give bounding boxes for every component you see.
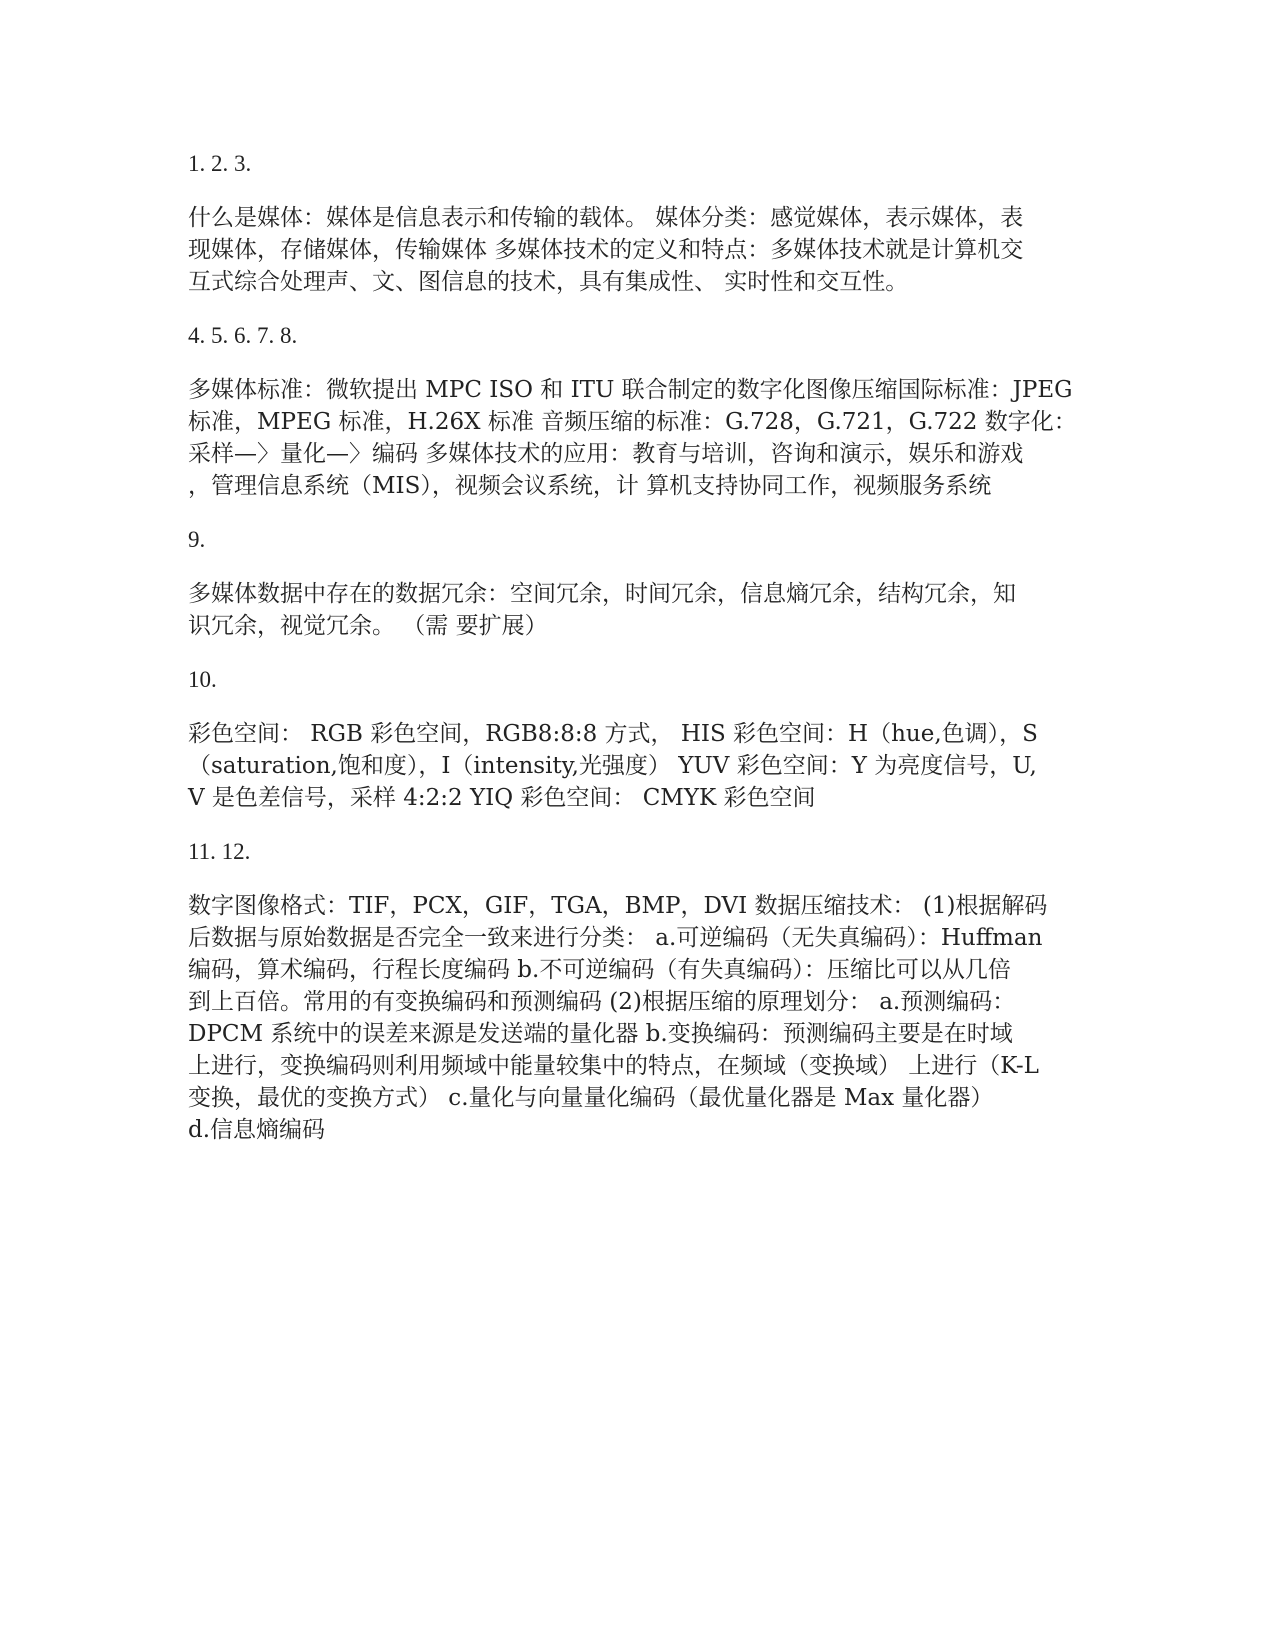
section-1-3-body	[188, 202, 1088, 298]
paragraph-line: 到上百倍。常用的有变换编码和预测编码 (2)根据压缩的原理划分： a.预测编码：	[188, 989, 1016, 1015]
section-9-body	[188, 578, 1088, 642]
paragraph-line: 上进行，变换编码则利用频域中能量较集中的特点，在频域（变换域） 上进行（K-L	[188, 1053, 1039, 1079]
section-1-3	[188, 148, 1088, 180]
paragraph-line: 多媒体标准：微软提出 MPC ISO 和 ITU 联合制定的数字化图像压缩国际标准：JPEG	[188, 377, 1073, 403]
paragraph-line: 变换，最优的变换方式） c.量化与向量量化编码（最优量化器是 Max 量化器）	[188, 1085, 994, 1111]
section-heading: 10.	[188, 667, 217, 692]
paragraph-line: 彩色空间： RGB 彩色空间，RGB8:8:8 方式， HIS 彩色空间：H（hue,色调），S	[188, 721, 1038, 747]
section-heading: 9.	[188, 527, 206, 552]
paragraph-line: 识冗余，视觉冗余。 （需 要扩展）	[188, 613, 548, 639]
section-10-body	[188, 718, 1088, 814]
paragraph-line: DPCM 系统中的误差来源是发送端的量化器 b.变换编码：预测编码主要是在时域	[188, 1021, 1013, 1047]
paragraph-line: d.信息熵编码	[188, 1117, 326, 1143]
section-heading: 11. 12.	[188, 839, 251, 864]
paragraph-line: 现媒体，存储媒体，传输媒体 多媒体技术的定义和特点：多媒体技术就是计算机交	[188, 237, 1024, 263]
section-10	[188, 664, 1088, 696]
paragraph-line: 后数据与原始数据是否完全一致来进行分类： a.可逆编码（无失真编码）：Huffman	[188, 925, 1043, 951]
section-11-12-body	[188, 890, 1088, 1146]
section-heading: 4. 5. 6. 7. 8.	[188, 323, 298, 348]
paragraph-line: 编码，算术编码，行程长度编码 b.不可逆编码（有失真编码）：压缩比可以从几倍	[188, 957, 1011, 983]
document-body	[188, 148, 1088, 1168]
paragraph-line: 互式综合处理声、文、图信息的技术，具有集成性、 实时性和交互性。	[188, 269, 909, 295]
section-heading: 1. 2. 3.	[188, 151, 252, 176]
paragraph-line: 什么是媒体：媒体是信息表示和传输的载体。 媒体分类：感觉媒体，表示媒体，表	[188, 205, 1024, 231]
paragraph-line: 多媒体数据中存在的数据冗余：空间冗余，时间冗余，信息熵冗余，结构冗余，知	[188, 581, 1016, 607]
paragraph-line: （saturation,饱和度），I（intensity,光强度） YUV 彩色空间：Y 为亮度信号，U,	[188, 753, 1037, 779]
paragraph-line: 数字图像格式：TIF，PCX，GIF，TGA，BMP，DVI 数据压缩技术： (1)根据解码	[188, 893, 1048, 919]
paragraph-line: V 是色差信号，采样 4:2:2 YIQ 彩色空间： CMYK 彩色空间	[188, 785, 816, 811]
paragraph-line: 标准，MPEG 标准，H.26X 标准 音频压缩的标准：G.728，G.721，G.722 数字化：	[188, 409, 1077, 435]
paragraph-line: 采样—〉量化—〉编码 多媒体技术的应用：教育与培训，咨询和演示，娱乐和游戏	[188, 441, 1024, 467]
section-9	[188, 524, 1088, 556]
section-4-8-body	[188, 374, 1088, 502]
paragraph-line: ，管理信息系统（MIS），视频会议系统，计 算机支持协同工作，视频服务系统	[188, 473, 992, 499]
section-11-12	[188, 836, 1088, 868]
section-4-8	[188, 320, 1088, 352]
